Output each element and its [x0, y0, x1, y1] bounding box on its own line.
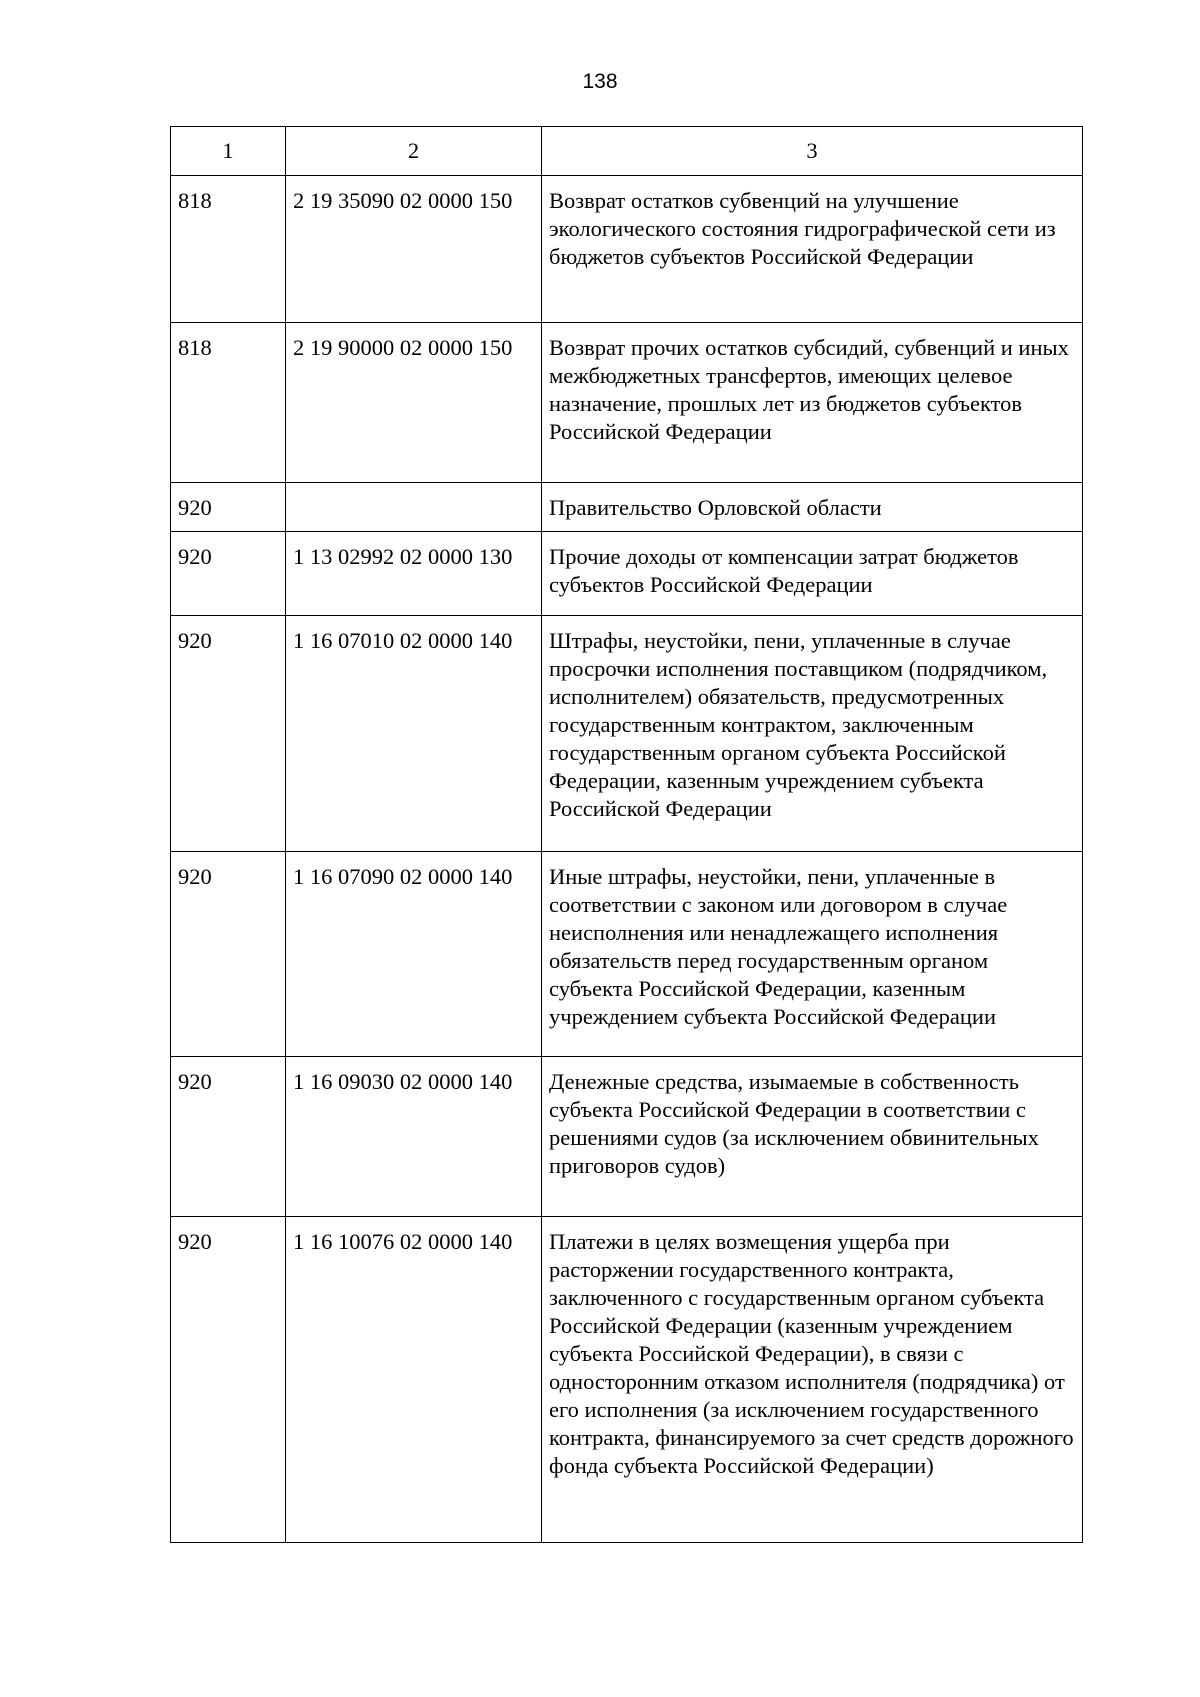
description-cell: Платежи в целях возмещения ущерба при расторжении государственного контракта, заключенного с государственным органом субъекта Российской Федерации (казенным учреждением субъекта Российской Федерации), в связи с односторонним отказом исполнителя (подрядчика) от его исполнения (за исключением государственного контракта, финансируемого за счет средств дорожного фонда субъекта Российской Федерации)	[542, 1217, 1083, 1543]
description-cell: Штрафы, неустойки, пени, уплаченные в случае просрочки исполнения поставщиком (подрядчиком, исполнителем) обязательств, предусмотренных государственным контрактом, заключенным государственным органом субъекта Российской Федерации, казенным учреждением субъекта Российской Федерации	[542, 616, 1083, 852]
budget-code-cell: 2 19 90000 02 0000 150	[286, 323, 542, 483]
table-row	[171, 176, 1083, 323]
description-cell: Иные штрафы, неустойки, пени, уплаченные в соответствии с законом или договором в случае неисполнения или ненадлежащего исполнения обязательств перед государственным органом субъекта Российской Федерации, казенным учреждением субъекта Российской Федерации	[542, 852, 1083, 1057]
admin-code-cell: 920	[171, 1217, 286, 1543]
admin-code-cell: 818	[171, 323, 286, 483]
column-header-2: 2	[286, 127, 542, 176]
admin-code-cell: 920	[171, 1057, 286, 1217]
table-row	[171, 1057, 1083, 1217]
budget-code-cell	[286, 483, 542, 532]
page-number: 138	[582, 70, 618, 93]
budget-code-cell: 1 16 09030 02 0000 140	[286, 1057, 542, 1217]
admin-code-cell: 920	[171, 532, 286, 616]
budget-code-cell: 1 16 07010 02 0000 140	[286, 616, 542, 852]
table-row	[171, 532, 1083, 616]
description-cell: Правительство Орловской области	[542, 483, 1083, 532]
admin-code-cell: 920	[171, 852, 286, 1057]
admin-code-cell: 920	[171, 616, 286, 852]
revenue-codes-table	[170, 126, 1083, 1543]
column-header-3: 3	[542, 127, 1083, 176]
budget-code-cell: 1 16 07090 02 0000 140	[286, 852, 542, 1057]
table-row	[171, 616, 1083, 852]
table-row	[171, 852, 1083, 1057]
description-cell: Возврат остатков субвенций на улучшение экологического состояния гидрографической сети из бюджетов субъектов Российской Федерации	[542, 176, 1083, 323]
budget-code-cell: 1 16 10076 02 0000 140	[286, 1217, 542, 1543]
description-cell: Прочие доходы от компенсации затрат бюджетов субъектов Российской Федерации	[542, 532, 1083, 616]
description-cell: Денежные средства, изымаемые в собственность субъекта Российской Федерации в соответствии с решениями судов (за исключением обвинительных приговоров судов)	[542, 1057, 1083, 1217]
table-row	[171, 1217, 1083, 1543]
table-row	[171, 483, 1083, 532]
budget-code-cell: 1 13 02992 02 0000 130	[286, 532, 542, 616]
description-cell: Возврат прочих остатков субсидий, субвенций и иных межбюджетных трансфертов, имеющих целевое назначение, прошлых лет из бюджетов субъектов Российской Федерации	[542, 323, 1083, 483]
admin-code-cell: 920	[171, 483, 286, 532]
admin-code-cell: 818	[171, 176, 286, 323]
table-header-row	[171, 127, 1083, 176]
column-header-1: 1	[171, 127, 286, 176]
table-row	[171, 323, 1083, 483]
budget-code-cell: 2 19 35090 02 0000 150	[286, 176, 542, 323]
